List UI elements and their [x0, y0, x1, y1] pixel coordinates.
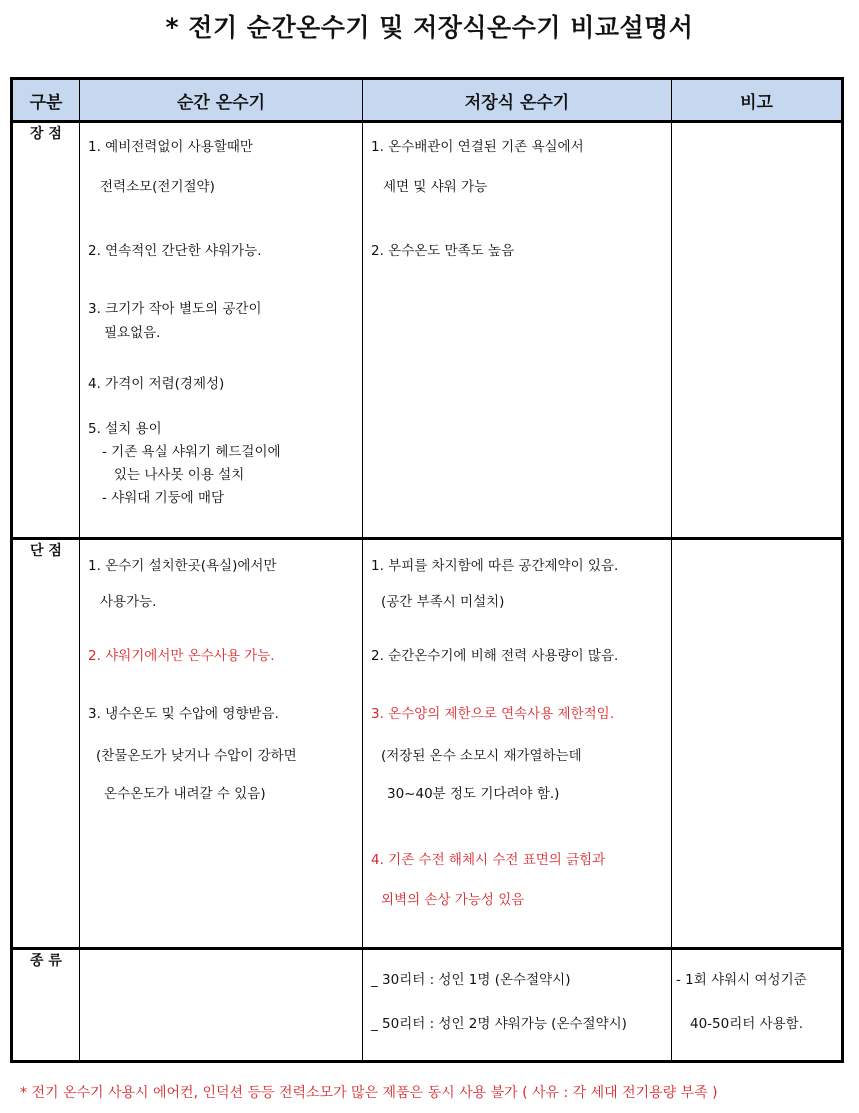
pros-instant-cell [80, 122, 363, 539]
types-label: 종 류 [12, 949, 80, 1062]
text-line: (공간 부족시 미설치) [381, 594, 505, 610]
text-line: 2. 샤워기에서만 온수사용 가능. [88, 648, 275, 664]
header-instant-heater: 순간 온수기 [80, 79, 363, 122]
text-line: 3. 크기가 작아 별도의 공간이 [88, 301, 262, 317]
types-remarks-cell [672, 949, 843, 1062]
text-line: 온수온도가 내려갈 수 있음) [104, 786, 266, 802]
text-line: 1. 온수배관이 연결된 기존 욕실에서 [371, 139, 584, 155]
text-line: 2. 온수온도 만족도 높음 [371, 243, 515, 259]
cons-label: 단 점 [12, 539, 80, 949]
pros-row [12, 122, 843, 539]
text-line: 4. 가격이 저렴(경제성) [88, 376, 225, 392]
types-row [12, 949, 843, 1062]
text-line: 1. 온수기 설치한곳(욕실)에서만 [88, 558, 277, 574]
text-line: 30~40분 정도 기다려야 함.) [387, 786, 560, 802]
footnote-warning: * 전기 온수기 사용시 에어컨, 인덕션 등등 전력소모가 많은 제품은 동시 사용 불가 ( 사유 : 각 세대 전기용량 부족 ) [20, 1085, 718, 1101]
types-instant-cell [80, 949, 363, 1062]
cons-storage-cell [363, 539, 672, 949]
header-category: 구분 [12, 79, 80, 122]
header-row [12, 79, 843, 122]
text-line: 3. 온수양의 제한으로 연속사용 제한적임. [371, 706, 614, 722]
pros-remarks-cell [672, 122, 843, 539]
text-line: _ 30리터 : 성인 1명 (온수절약시) [371, 972, 571, 988]
text-line: 있는 나사못 이용 설치 [114, 467, 245, 483]
text-line: 외벽의 손상 가능성 있음 [381, 892, 525, 908]
document-title: * 전기 순간온수기 및 저장식온수기 비교설명서 [165, 13, 694, 42]
text-line: 2. 연속적인 간단한 샤워가능. [88, 243, 262, 259]
cons-row [12, 539, 843, 949]
text-line: - 기존 욕실 샤워기 헤드걸이에 [102, 444, 281, 460]
text-line: 2. 순간온수기에 비해 전력 사용량이 많음. [371, 648, 619, 664]
cons-remarks-cell [672, 539, 843, 949]
text-line: 3. 냉수온도 및 수압에 영향받음. [88, 706, 279, 722]
cons-instant-cell [80, 539, 363, 949]
text-line: 40-50리터 사용함. [690, 1016, 804, 1032]
pros-label: 장 점 [12, 122, 80, 539]
text-line: 1. 예비전력없이 사용할때만 [88, 139, 253, 155]
text-line: (저장된 온수 소모시 재가열하는데 [381, 748, 582, 764]
text-line: _ 50리터 : 성인 2명 샤워가능 (온수절약시) [371, 1016, 627, 1032]
text-line: (찬물온도가 낮거나 수압이 강하면 [96, 748, 297, 764]
text-line: - 샤워대 기둥에 매담 [102, 490, 225, 506]
text-line: 필요없음. [104, 325, 161, 341]
text-line: 전력소모(전기절약) [100, 179, 215, 195]
header-storage-heater: 저장식 온수기 [363, 79, 672, 122]
text-line: 1. 부피를 차지함에 따른 공간제약이 있음. [371, 558, 619, 574]
text-line: - 1회 샤워시 여성기준 [676, 972, 807, 988]
header-remarks: 비고 [672, 79, 843, 122]
comparison-table [10, 77, 844, 1063]
text-line: 5. 설치 용이 [88, 421, 162, 437]
types-storage-cell [363, 949, 672, 1062]
text-line: 4. 기존 수전 해체시 수전 표면의 긁힘과 [371, 852, 606, 868]
pros-storage-cell [363, 122, 672, 539]
text-line: 사용가능. [100, 594, 157, 610]
text-line: 세면 및 샤워 가능 [383, 179, 488, 195]
